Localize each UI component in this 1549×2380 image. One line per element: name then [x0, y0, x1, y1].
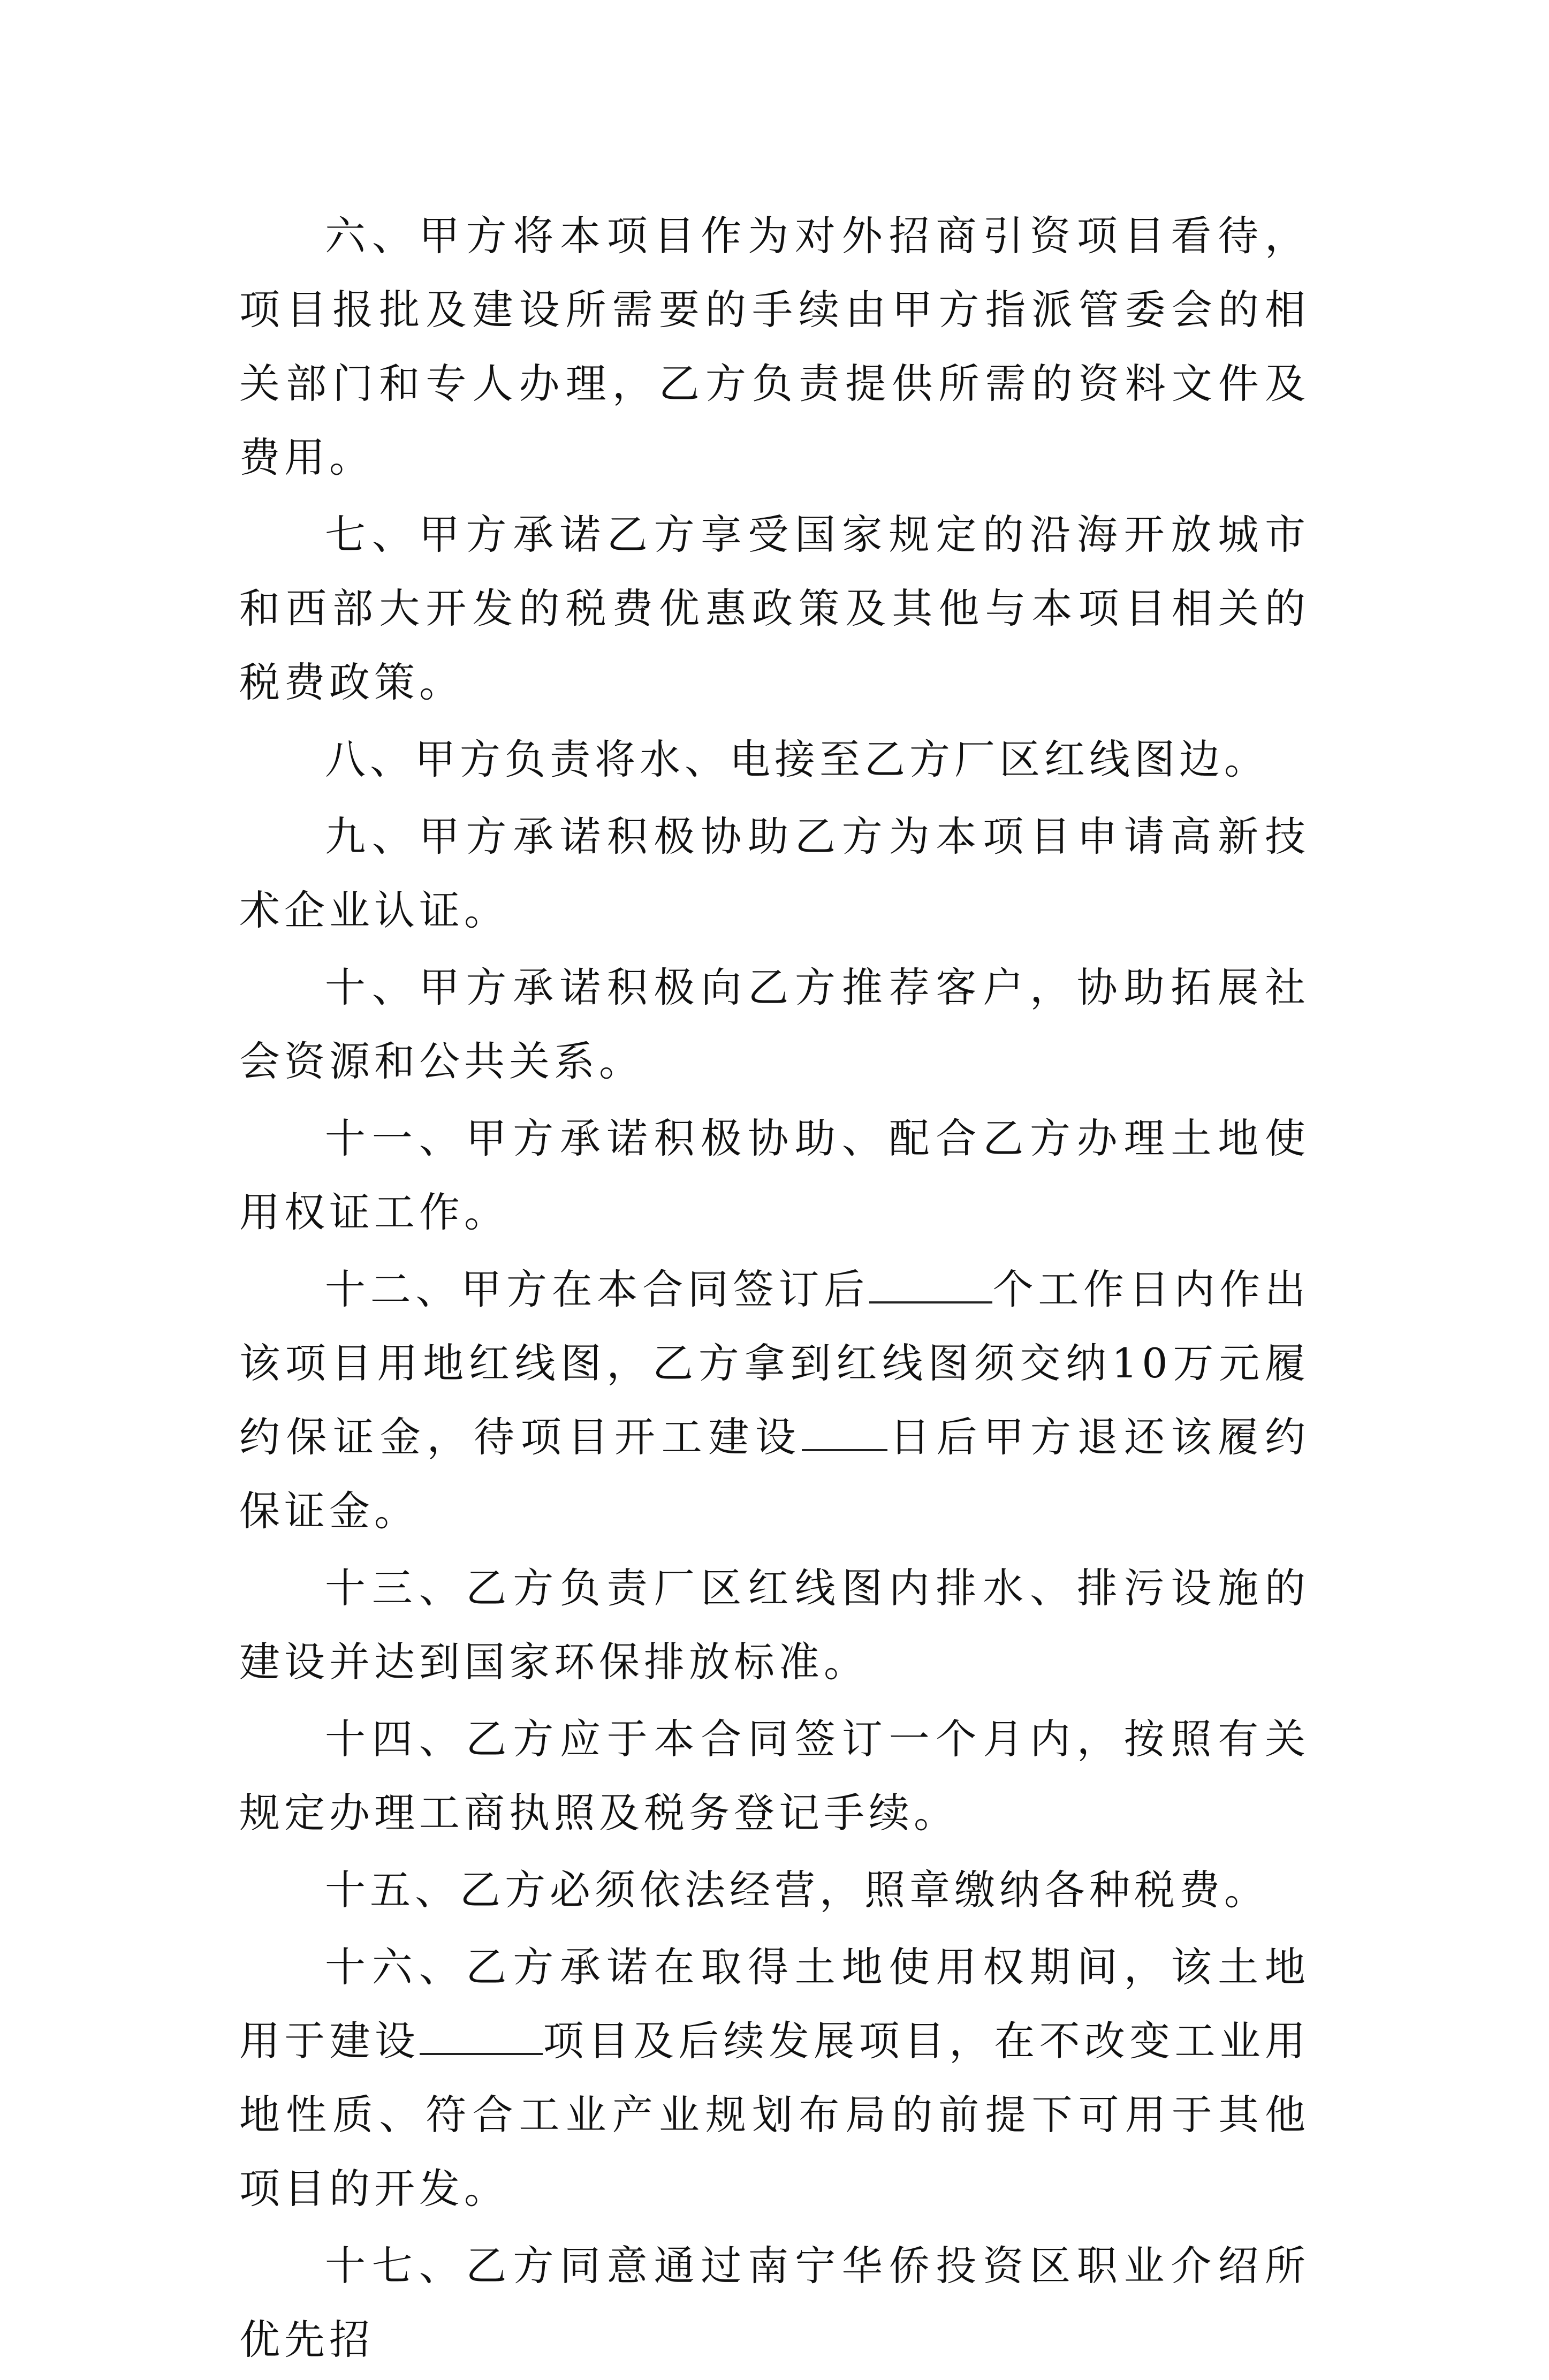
clause-14: 十四、乙方应于本合同签订一个月内，按照有关规定办理工商执照及税务登记手续。 — [239, 1715, 1310, 1837]
clause-12-text-c: 日后甲方退还该履约保证金。 — [239, 1413, 1310, 1535]
clause-16 — [239, 1930, 1310, 2226]
clause-12-text-a: 十二、甲方在本合同签订后 — [325, 1265, 869, 1313]
clause-12 — [239, 1253, 1310, 1548]
fill-in-blank-workdays[interactable] — [869, 1263, 992, 1303]
clause-6: 六、甲方将本项目作为对外招商引资项目看待，项目报批及建设所需要的手续由甲方指派管委会的相关部门和专人办理，乙方负责提供所需的资料文件及费用。 — [239, 212, 1310, 481]
clause-16-text-b: 项目及后续发展项目，在不改变工业用地性质、符合工业产业规划布局的前提下可用于其他项目的开发。 — [239, 2017, 1310, 2212]
clause-15: 十五、乙方必须依法经营，照章缴纳各种税费。 — [325, 1866, 1269, 1914]
clause-8: 八、甲方负责将水、电接至乙方厂区红线图边。 — [325, 736, 1269, 783]
clause-16-text-a: 十六、乙方承诺在取得土地使用权期间，该土地用于建设 — [239, 1943, 1310, 2065]
clause-17: 十七、乙方同意通过南宁华侨投资区职业介绍所优先招 — [239, 2242, 1310, 2363]
clause-10: 十、甲方承诺积极向乙方推荐客户，协助拓展社会资源和公共关系。 — [239, 964, 1310, 1085]
clause-9: 九、甲方承诺积极协助乙方为本项目申请高新技术企业认证。 — [239, 813, 1310, 934]
clause-12-text-b: 个工作日内作出该项目用地红线图，乙方拿到红线图须交纳10万元履约保证金，待项目开工建设 — [239, 1265, 1310, 1461]
clause-11: 十一、甲方承诺积极协助、配合乙方办理土地使用权证工作。 — [239, 1115, 1310, 1236]
document-page — [239, 199, 1310, 2380]
clause-7: 七、甲方承诺乙方享受国家规定的沿海开放城市和西部大开发的税费优惠政策及其他与本项目相关的税费政策。 — [239, 511, 1310, 706]
fill-in-blank-project[interactable] — [420, 2014, 543, 2055]
fill-in-blank-days[interactable] — [802, 1411, 887, 1451]
clause-13: 十三、乙方负责厂区红线图内排水、排污设施的建设并达到国家环保排放标准。 — [239, 1564, 1310, 1686]
